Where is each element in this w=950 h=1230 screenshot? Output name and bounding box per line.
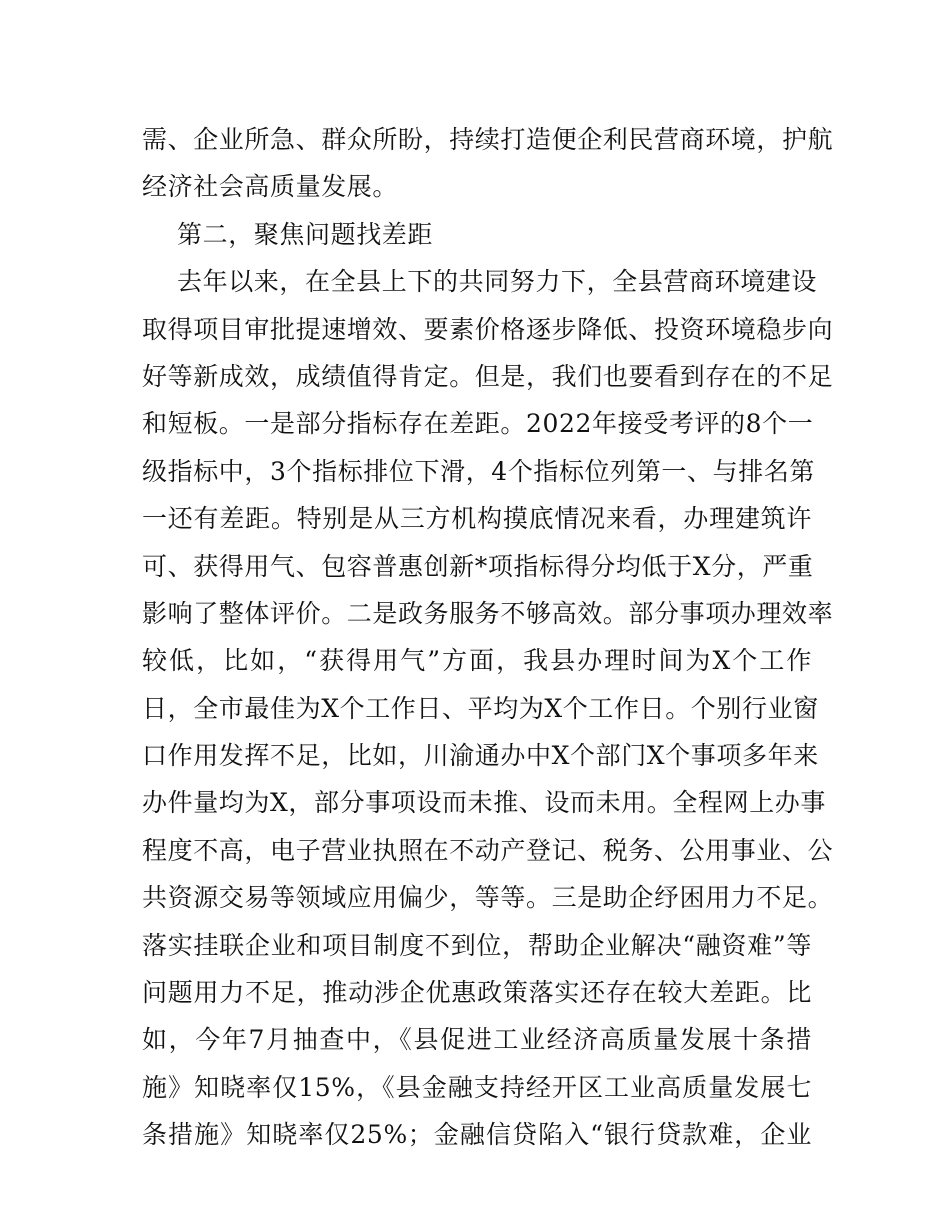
body-line: 影响了整体评价。二是政务服务不够高效。部分事项办理效率 bbox=[142, 598, 834, 628]
body-line: 办件量均为X，部分事项设而未推、设而未用。全程网上办事 bbox=[142, 788, 826, 818]
body-line: 取得项目审批提速增效、要素价格逐步降低、投资环境稳步向 bbox=[142, 314, 834, 344]
body-line: 日，全市最佳为X个工作日、平均为X个工作日。个别行业窗 bbox=[142, 693, 819, 723]
body-line: 口作用发挥不足，比如，川渝通办中X个部门X个事项多年来 bbox=[142, 741, 819, 771]
body-line: 问题用力不足，推动涉企优惠政策落实还存在较大差距。比 bbox=[142, 978, 812, 1008]
body-line: 较低，比如，“获得用气”方面，我县办理时间为X个工作 bbox=[142, 646, 812, 676]
body-line: 如，今年7月抽查中，《县促进工业经济高质量发展十条措 bbox=[142, 1025, 812, 1055]
body-line: 可、获得用气、包容普惠创新*项指标得分均低于X分，严重 bbox=[142, 551, 814, 581]
body-line: 和短板。一是部分指标存在差距。2022年接受考评的8个一 bbox=[142, 409, 814, 439]
body-line: 施》知晓率仅15%，《县金融支持经开区工业高质量发展七 bbox=[142, 1072, 812, 1102]
body-line: 需、企业所急、群众所盼，持续打造便企利民营商环境，护航 bbox=[142, 125, 834, 154]
body-line: 经济社会高质量发展。 bbox=[142, 172, 399, 202]
body-line: 条措施》知晓率仅25%；金融信贷陷入“银行贷款难，企业 bbox=[142, 1120, 812, 1150]
body-line: 程度不高，电子营业执照在不动产登记、税务、公用事业、公 bbox=[142, 835, 834, 865]
document-body bbox=[142, 116, 834, 1159]
body-line: 好等新成效，成绩值得肯定。但是，我们也要看到存在的不足 bbox=[142, 361, 834, 391]
body-line: 级指标中，3个指标排位下滑，4个指标位列第一、与排名第 bbox=[142, 456, 816, 486]
section-heading: 第二，聚焦问题找差距 bbox=[177, 219, 434, 249]
body-line: 一还有差距。特别是从三方机构摸底情况来看，办理建筑许 bbox=[142, 504, 812, 534]
body-line: 去年以来，在全县上下的共同努力下，全县营商环境建设 bbox=[177, 267, 818, 297]
body-line: 落实挂联企业和项目制度不到位，帮助企业解决“融资难”等 bbox=[142, 930, 812, 960]
body-line: 共资源交易等领域应用偏少，等等。三是助企纾困用力不足。 bbox=[142, 883, 834, 913]
